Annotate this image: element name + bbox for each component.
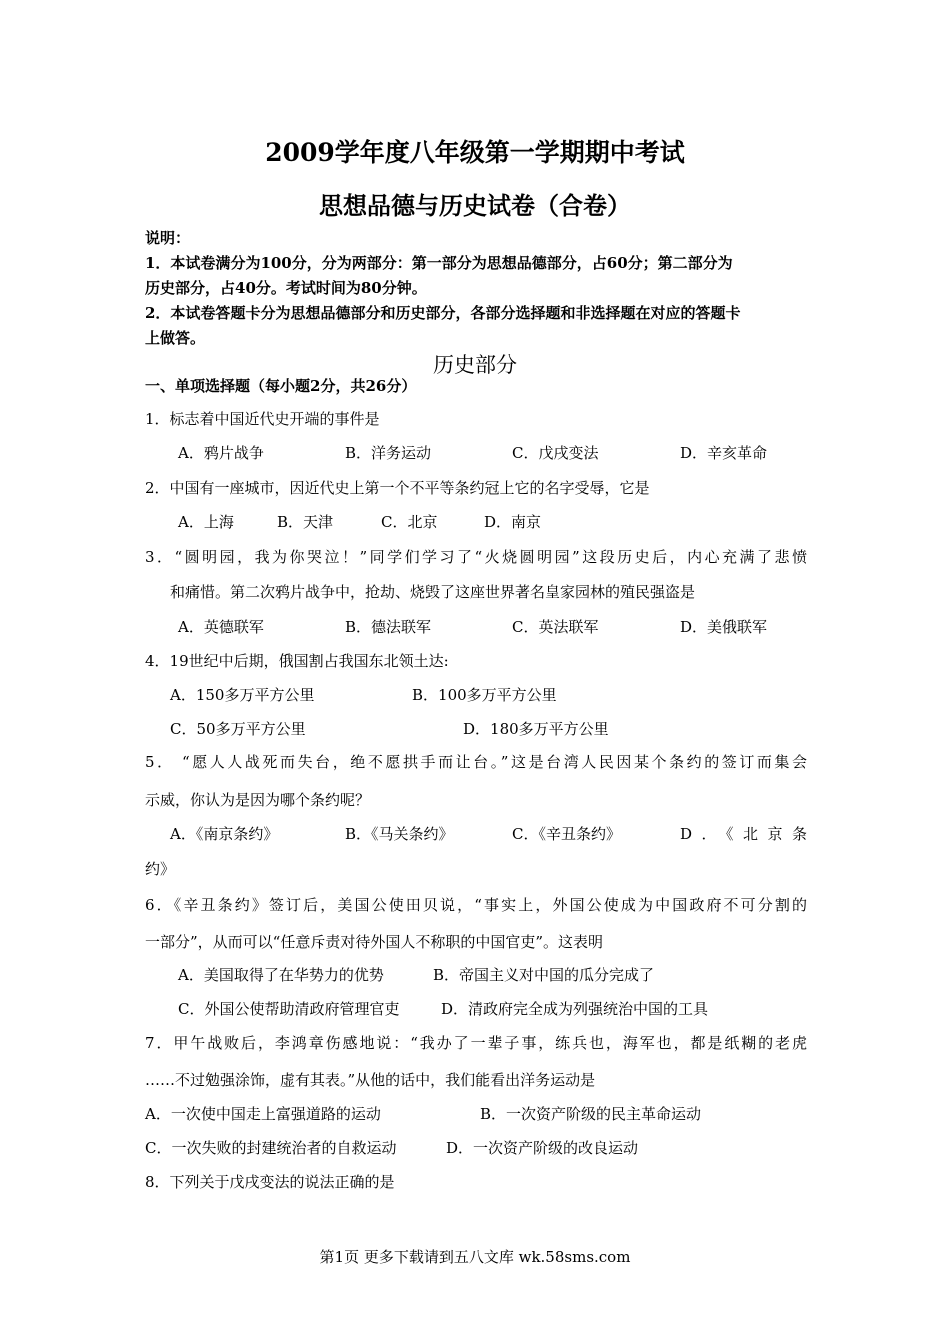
question-1-option-d: D．辛亥革命 — [680, 444, 768, 462]
question-3-stem-line2: 和痛惜。第二次鸦片战争中，抢劫、烧毁了这座世界著名皇家园林的殖民强盗是 — [170, 583, 696, 601]
question-2-option-d: D．南京 — [484, 513, 542, 531]
question-2-option-b: B．天津 — [277, 513, 334, 531]
instructions — [145, 226, 807, 351]
instruction-1b: 历史部分，占40分。考试时间为80分钟。 — [145, 279, 427, 297]
exam-subtitle: 思想品德与历史试卷（合卷） — [319, 191, 631, 220]
question-4-option-c: C．50多万平方公里 — [170, 720, 306, 738]
page-footer: 第1页 更多下载请到五八文库 wk.58sms.com — [319, 1248, 631, 1266]
instruction-2b: 上做答。 — [145, 329, 206, 347]
question-5-option-c: C．《辛丑条约》 — [512, 825, 621, 843]
question-2-option-c: C．北京 — [381, 513, 438, 531]
question-8-stem: 8．下列关于戊戌变法的说法正确的是 — [145, 1173, 395, 1191]
question-3-option-c: C．英法联军 — [512, 618, 599, 636]
question-7-option-a: A．一次使中国走上富强道路的运动 — [145, 1105, 381, 1123]
question-4-option-b: B．100多万平方公里 — [412, 686, 557, 704]
question-7-option-c: C．一次失败的封建统治者的自救运动 — [145, 1139, 397, 1157]
question-6-stem-line1: 6．《辛丑条约》签订后，美国公使田贝说，“事实上，外国公使成为中国政府不可分割的 — [145, 896, 807, 914]
question-4-option-a: A．150多万平方公里 — [170, 686, 315, 704]
question-7-stem-line2: ……不过勉强涂饰，虚有其表。”从他的话中，我们能看出洋务运动是 — [145, 1071, 596, 1089]
question-7-option-d: D．一次资产阶级的改良运动 — [446, 1139, 639, 1157]
question-1-option-a: A．鸦片战争 — [178, 444, 264, 462]
question-2-stem: 2．中国有一座城市，因近代史上第一个不平等条约冠上它的名字受辱，它是 — [145, 479, 650, 497]
question-6-option-c: C．外国公使帮助清政府管理官吏 — [178, 1000, 400, 1018]
question-3-option-b: B．德法联军 — [345, 618, 432, 636]
question-4-option-d: D．180多万平方公里 — [463, 720, 609, 738]
part-heading: 一、单项选择题（每小题2分，共26分） — [145, 377, 417, 395]
question-2-option-a: A．上海 — [178, 513, 234, 531]
question-7-stem-line1: 7．甲午战败后，李鸿章伤感地说：“我办了一辈子事，练兵也，海军也，都是纸糊的老虎 — [145, 1034, 807, 1052]
question-5-option-d-cont: 约》 — [145, 860, 176, 878]
question-1-option-c: C．戊戌变法 — [512, 444, 599, 462]
question-5-option-b: B．《马关条约》 — [345, 825, 454, 843]
question-6-option-b: B．帝国主义对中国的瓜分完成了 — [433, 966, 655, 984]
question-1-stem: 1．标志着中国近代史开端的事件是 — [145, 410, 380, 428]
instructions-label: 说明： — [145, 229, 191, 247]
question-3-option-d: D．美俄联军 — [680, 618, 768, 636]
question-5-option-d: D．《北京条 — [680, 825, 807, 843]
question-5-stem-line1: 5． “愿人人战死而失台，绝不愿拱手而让台。”这是台湾人民因某个条约的签订而集会 — [145, 753, 807, 771]
instruction-2a: 2．本试卷答题卡分为思想品德部分和历史部分，各部分选择题和非选择题在对应的答题卡 — [145, 304, 741, 322]
question-7-option-b: B．一次资产阶级的民主革命运动 — [480, 1105, 702, 1123]
section-title: 历史部分 — [433, 353, 517, 377]
question-3-stem-line1: 3．“圆明园，我为你哭泣！”同学们学习了“火烧圆明园”这段历史后，内心充满了悲愤 — [145, 548, 807, 566]
question-3-option-a: A．英德联军 — [178, 618, 264, 636]
question-5-stem-line2: 示威，你认为是因为哪个条约呢？ — [145, 791, 371, 809]
question-6-option-d: D．清政府完全成为列强统治中国的工具 — [441, 1000, 709, 1018]
question-1-option-b: B．洋务运动 — [345, 444, 432, 462]
exam-title: 2009学年度八年级第一学期期中考试 — [265, 138, 685, 167]
question-6-stem-line2: 一部分”，从而可以“任意斥责对待外国人不称职的中国官吏”。这表明 — [145, 933, 604, 951]
instruction-1a: 1．本试卷满分为100分，分为两部分：第一部分为思想品德部分，占60分；第二部分为 — [145, 254, 733, 272]
question-6-option-a: A．美国取得了在华势力的优势 — [178, 966, 384, 984]
question-5-option-a: A．《南京条约》 — [170, 825, 279, 843]
question-4-stem: 4．19世纪中后期，俄国割占我国东北领土达: — [145, 652, 449, 670]
